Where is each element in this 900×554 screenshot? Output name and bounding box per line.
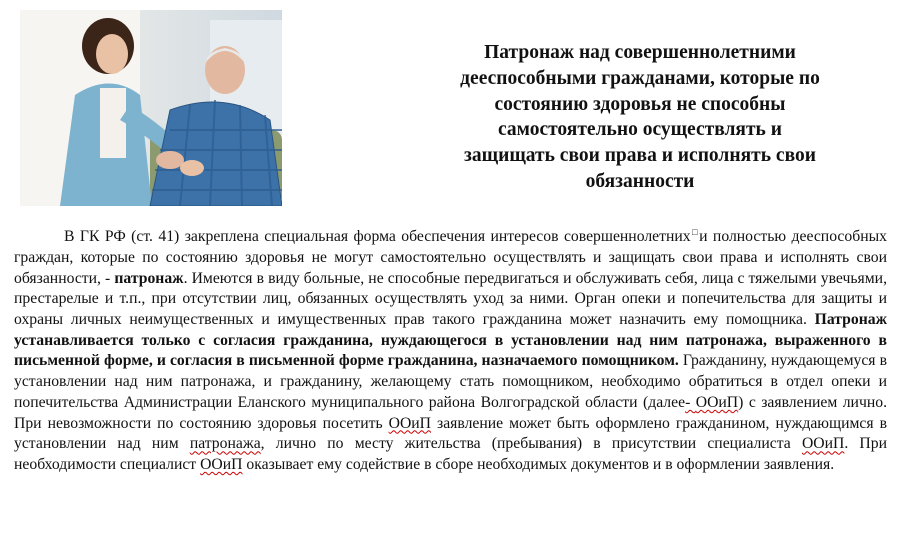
text-run: оказывает ему содействие в сборе необходимых документов и в оформлении заявления. xyxy=(242,455,835,473)
page-title xyxy=(400,40,880,195)
title-line: Патронаж над совершеннолетними xyxy=(484,42,796,63)
bold-term: патронаж xyxy=(114,269,184,287)
text-run: Гражданину, нуждающемуся в установлении над ним патронажа, и гражданину, желающему стать помощником, необходимо обратиться в отдел опеки и попечительства Администрации Еланского муниципального района Волгоградской области (далее xyxy=(14,352,888,411)
abbreviation: ООиП xyxy=(695,393,739,411)
spellcheck-flag: патронажа xyxy=(189,435,261,453)
title-line: защищать свои права и исполнять свои xyxy=(464,145,816,167)
paragraph xyxy=(14,222,887,476)
title-line: самостоятельно осуществлять и xyxy=(498,119,782,141)
title-line: обязанности xyxy=(585,170,695,192)
text-run: . Имеются в виду больные, не способные передвигаться и обслуживать себя, лица с тяжелыми увечьями, престарелые и т.п., при отсутствии лиц, обязанных осуществлять уход за ними. Орган опеки и попечительства для защиты и охраны личных неимущественных и имущественных прав такого гражданина может назначить ему помощника. xyxy=(14,269,887,329)
body-text xyxy=(14,222,887,476)
unknown-character-mark: □ xyxy=(690,227,700,237)
text-run: . При необходимости специалист xyxy=(14,435,887,473)
spellcheck-flag: - xyxy=(685,393,696,411)
abbreviation: ООиП xyxy=(801,435,845,453)
text-run: и полностью дееспособных граждан, которые по состоянию здоровья не могут самостоятельно осуществлять и защищать свои права и исполнять свои обязанности, - xyxy=(14,228,887,287)
abbreviation: ООиП xyxy=(200,455,243,473)
abbreviation: ООиП xyxy=(388,414,431,432)
title-line: состоянию здоровья не способны xyxy=(494,93,786,115)
illustration xyxy=(20,10,282,206)
text-run: заявление может быть оформлено гражданином, нуждающимся в установлении над ним xyxy=(14,414,887,453)
title-line: дееспособными гражданами, которые по xyxy=(460,67,820,89)
bold-statement: Патронаж устанавливается только с согласия гражданина, нуждающегося в установлении над ним патронажа, выраженного в письменной форме, и согласия в письменной форме гражданина, назначаемого помощником. xyxy=(14,311,887,370)
text-run: , лично по месту жительства (пребывания) в присутствии специалиста xyxy=(260,435,802,453)
text-run: В ГК РФ (ст. 41) закреплена специальная форма обеспечения интересов совершеннолетних xyxy=(64,228,691,246)
photo-caregiver-with-elderly-man xyxy=(20,10,282,206)
text-run: ) с заявлением лично. При невозможности по состоянию здоровья посетить xyxy=(14,393,887,432)
